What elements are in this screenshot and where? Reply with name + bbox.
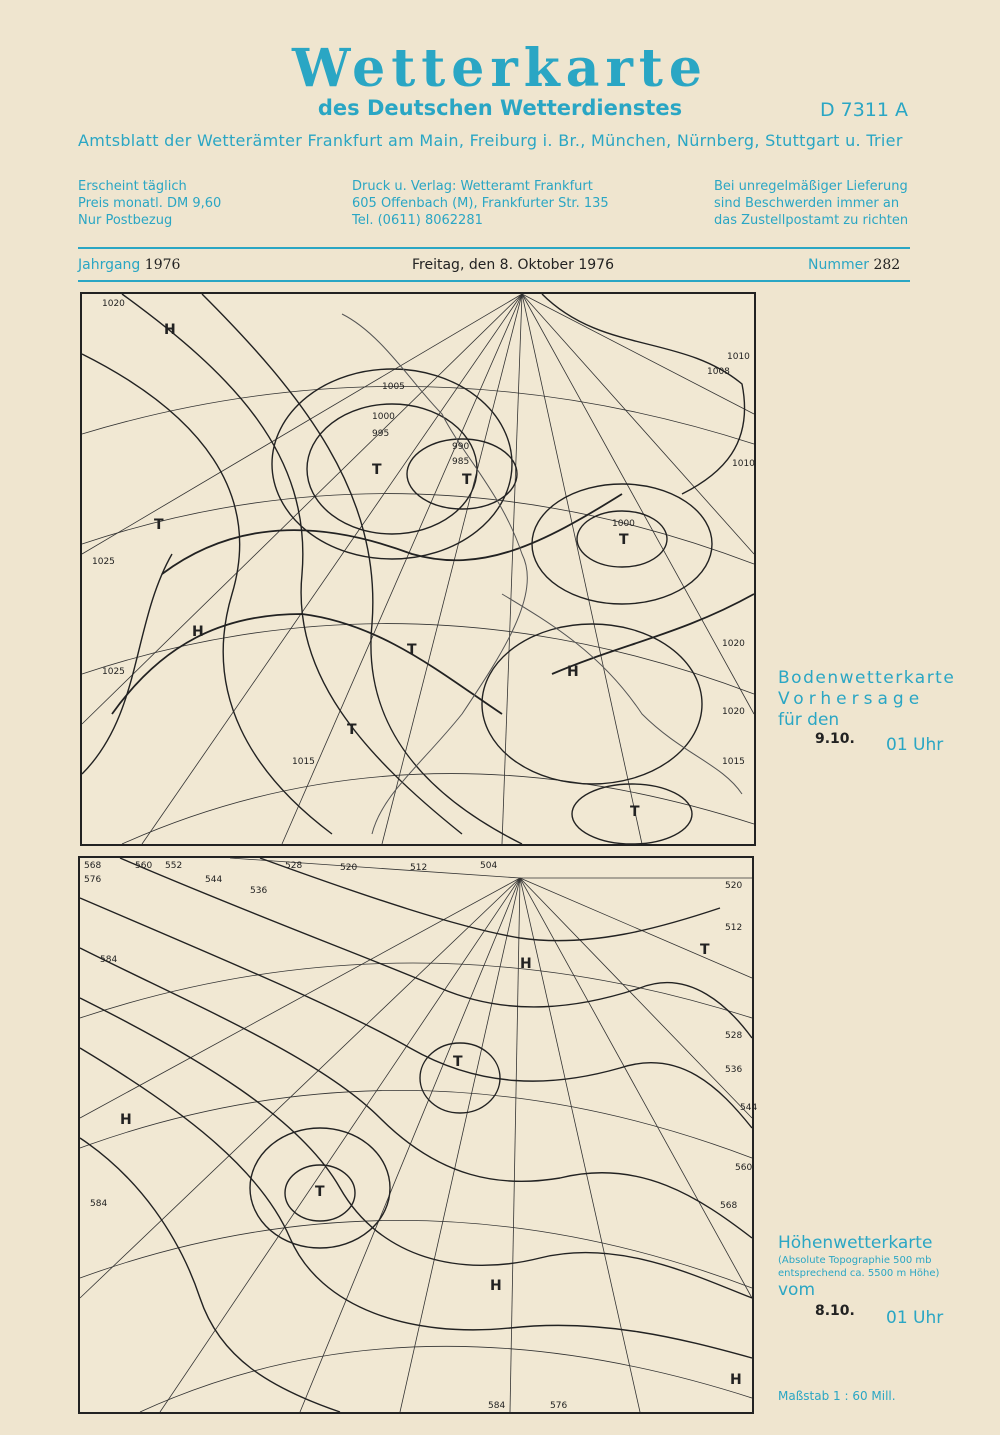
- surface-isobar-label: 1008: [707, 367, 730, 377]
- upper-contour-label: 512: [410, 863, 428, 873]
- surface-map-date: 9.10.: [815, 731, 855, 747]
- surface-isobar-label: 1020: [722, 639, 745, 649]
- nummer-label: Nummer: [808, 257, 869, 273]
- upper-contour-label: 520: [340, 863, 358, 873]
- surface-pressure-system-label: T: [407, 642, 417, 658]
- surface-isobar-label: 995: [372, 429, 390, 439]
- info-center: [352, 178, 609, 229]
- upper-contour-label: 576: [84, 875, 102, 885]
- jahrgang-value: 1976: [144, 257, 181, 273]
- surface-pressure-system-label: T: [154, 517, 164, 533]
- upper-map-vom: vom: [778, 1280, 816, 1300]
- upper-contour-label: 536: [725, 1065, 743, 1075]
- upper-map-note-line: entsprechend ca. 5500 m Höhe): [778, 1268, 940, 1279]
- upper-contour-label: 528: [285, 861, 303, 871]
- jahrgang-label: Jahrgang: [78, 257, 141, 273]
- surface-pressure-system-label: H: [192, 624, 204, 640]
- upper-contour-label: 560: [135, 861, 153, 871]
- surface-isobar-label: 1015: [722, 757, 745, 767]
- upper-contour-label: 584: [100, 955, 118, 965]
- upper-pressure-system-label: H: [730, 1372, 742, 1388]
- upper-map-date: 8.10.: [815, 1303, 855, 1319]
- surface-pressure-system-label: H: [567, 664, 579, 680]
- upper-pressure-system-label: H: [520, 956, 532, 972]
- surface-isobar-label: 1020: [102, 299, 125, 309]
- upper-map-caption: [778, 1233, 978, 1301]
- upper-pressure-system-label: T: [700, 942, 710, 958]
- surface-pressure-system-label: T: [619, 532, 629, 548]
- masthead-subtitle: des Deutschen Wetterdienstes: [317, 96, 683, 120]
- surface-pressure-system-label: T: [347, 722, 357, 738]
- upper-contour-label: 584: [90, 1199, 108, 1209]
- upper-contour-label: 544: [205, 875, 223, 885]
- jahrgang: [78, 257, 180, 273]
- upper-map-time: 01 Uhr: [886, 1308, 944, 1328]
- info-left-line: Erscheint täglich: [78, 179, 187, 194]
- upper-pressure-system-label: T: [453, 1054, 463, 1070]
- surface-isobar-label: 985: [452, 457, 470, 467]
- surface-map-title: Bodenwetterkarte: [778, 668, 956, 688]
- surface-pressure-system-label: T: [630, 804, 640, 820]
- nummer: [808, 257, 900, 273]
- upper-contour-label: 560: [735, 1163, 753, 1173]
- surface-isobar-label: 1020: [722, 707, 745, 717]
- surface-map-caption: [778, 668, 978, 731]
- publication-code: D 7311 A: [819, 99, 908, 121]
- surface-map-drawing: [82, 294, 754, 844]
- info-left: [78, 178, 221, 229]
- header-rule-bottom: [78, 280, 910, 282]
- upper-map-drawing: [80, 858, 758, 1412]
- upper-contour-label: 576: [550, 1401, 568, 1411]
- surface-isobar-label: 1010: [727, 352, 750, 362]
- upper-pressure-system-label: H: [120, 1112, 132, 1128]
- surface-isobar-label: 1000: [372, 412, 395, 422]
- upper-pressure-system-label: T: [315, 1184, 325, 1200]
- issue-date: Freitag, den 8. Oktober 1976: [412, 257, 614, 273]
- upper-contour-label: 552: [165, 861, 183, 871]
- surface-isobar-label: 1005: [382, 382, 405, 392]
- info-right-line: das Zustellpostamt zu richten: [714, 213, 909, 228]
- surface-pressure-system-label: T: [372, 462, 382, 478]
- upper-pressure-system-label: H: [490, 1278, 502, 1294]
- info-center-line: Druck u. Verlag: Wetteramt Frankfurt: [352, 179, 593, 194]
- surface-isobar-label: 1015: [292, 757, 315, 767]
- upper-map-title: Höhenwetterkarte: [778, 1233, 933, 1253]
- upper-map-note-line: (Absolute Topographie 500 mb: [778, 1255, 932, 1266]
- surface-isobar-label: 1025: [92, 557, 115, 567]
- header-rule-top: [78, 247, 910, 249]
- surface-isobar-label: 990: [452, 442, 470, 452]
- surface-isobar-label: 1010: [732, 459, 755, 469]
- map-scale: Maßstab 1 : 60 Mill.: [778, 1389, 896, 1403]
- masthead-title: Wetterkarte: [292, 38, 708, 99]
- surface-isobar-label: 1025: [102, 667, 125, 677]
- upper-contour-label: 520: [725, 881, 743, 891]
- surface-isobar-label: 1000: [612, 519, 635, 529]
- surface-pressure-system-label: T: [462, 472, 472, 488]
- upper-contour-label: 504: [480, 861, 498, 871]
- surface-map-fuer-den: für den: [778, 710, 840, 730]
- upper-air-map: [78, 856, 758, 1414]
- info-center-line: Tel. (0611) 8062281: [352, 213, 483, 228]
- upper-contour-label: 544: [740, 1103, 758, 1113]
- surface-map-forecast: Vorhersage: [778, 689, 925, 709]
- info-right: [714, 178, 908, 229]
- nummer-value: 282: [873, 257, 901, 273]
- info-left-line: Nur Postbezug: [78, 213, 173, 228]
- info-right-line: Bei unregelmäßiger Lieferung: [714, 179, 908, 194]
- upper-contour-label: 568: [84, 861, 102, 871]
- info-center-line: 605 Offenbach (M), Frankfurter Str. 135: [352, 196, 609, 211]
- upper-contour-label: 568: [720, 1201, 738, 1211]
- upper-contour-label: 536: [250, 886, 268, 896]
- surface-map-time: 01 Uhr: [886, 735, 944, 755]
- upper-contour-label: 512: [725, 923, 743, 933]
- surface-pressure-system-label: H: [164, 322, 176, 338]
- amtsblatt-line: Amtsblatt der Wetterämter Frankfurt am Main, Freiburg i. Br., München, Nürnberg, Stuttgart u. Trier: [78, 131, 903, 150]
- info-left-line: Preis monatl. DM 9,60: [78, 196, 222, 211]
- info-right-line: sind Beschwerden immer an: [714, 196, 900, 211]
- upper-contour-label: 528: [725, 1031, 743, 1041]
- surface-weather-map: [80, 292, 756, 846]
- upper-contour-label: 584: [488, 1401, 506, 1411]
